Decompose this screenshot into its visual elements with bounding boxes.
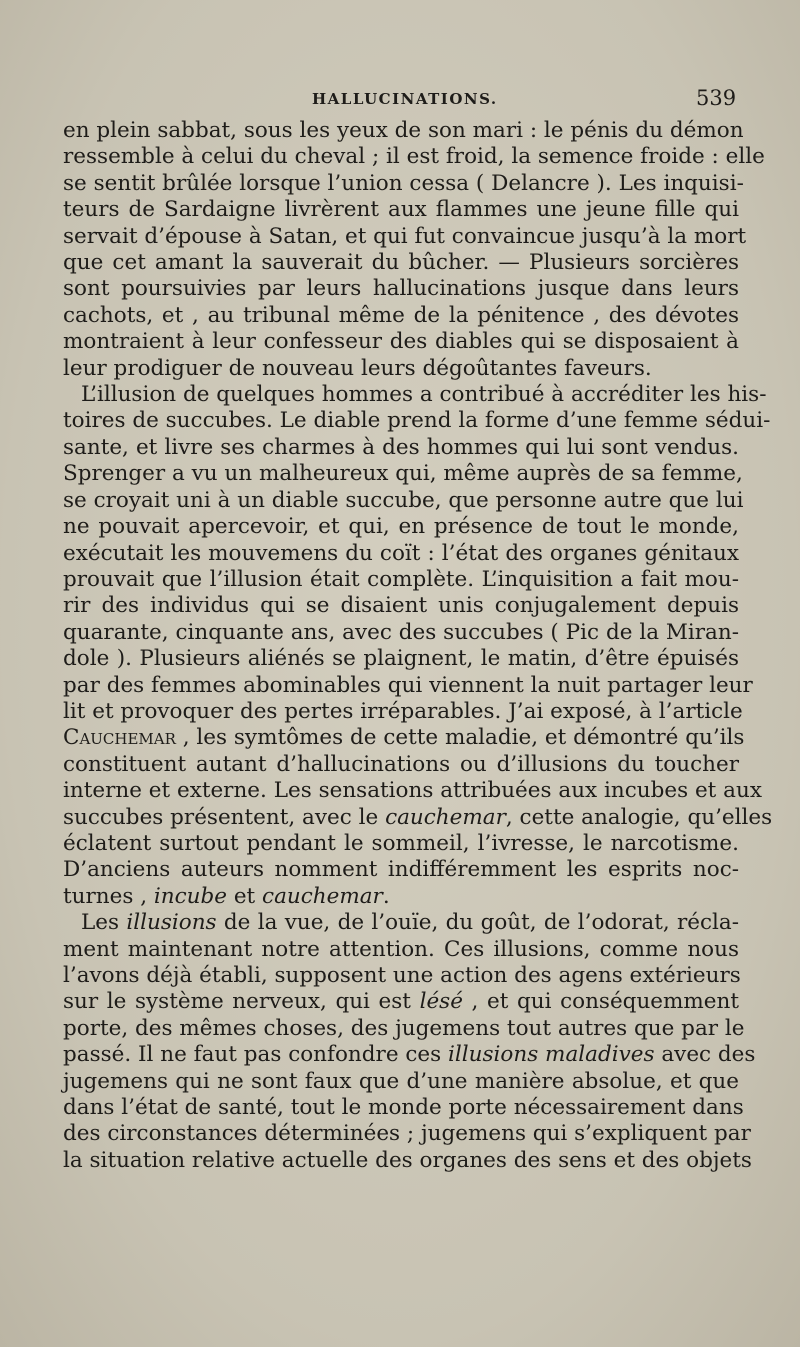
text-line: [63, 698, 743, 725]
text-line: [63, 1042, 756, 1068]
text-run: exécutait les mouvemens du coït : l’état des organes génitaux: [63, 540, 739, 566]
text-line: [63, 1121, 751, 1147]
text-line: [63, 276, 739, 302]
running-head: [0, 84, 800, 114]
text-run: leur prodiguer de nouveau leurs dégoûtantes faveurs.: [63, 355, 652, 381]
text-line: [63, 567, 739, 593]
text-line: [63, 672, 753, 699]
text-run: D’anciens auteurs nomment indifféremment les esprits noc-: [63, 857, 739, 883]
text-line: [63, 356, 739, 382]
paragraph: [63, 910, 756, 1174]
text-line: [63, 250, 739, 276]
text-line: [63, 170, 744, 197]
text-run: L’illusion de quelques hommes a contribué à accréditer les his-: [81, 382, 767, 408]
text-run: éclatent surtout pendant le sommeil, l’ivresse, le narcotisme.: [63, 830, 739, 856]
text-run: l’avons déjà établi, supposent une action des agens extérieurs: [63, 963, 741, 988]
text-line: [63, 1069, 739, 1095]
text-line: [63, 804, 773, 831]
text-line: [63, 461, 743, 487]
text-line: [63, 118, 744, 144]
text-run: , les symtômes de cette maladie, et démontré qu’ils: [175, 725, 745, 751]
text-line: [63, 831, 739, 857]
text-run: porte, des mêmes choses, des jugemens tout autres que par le: [63, 1015, 745, 1041]
text-run: toires de succubes. Le diable prend la forme d’une femme sédui-: [63, 408, 771, 434]
text-line: [63, 514, 739, 540]
text-line: [63, 541, 739, 567]
text-line: [63, 408, 771, 434]
text-line: [63, 144, 765, 170]
text-run: que cet amant la sauverait du bûcher. — Plusieurs sorcières: [63, 250, 739, 276]
text-run: ne pouvait apercevoir, et qui, en présence de tout le monde,: [63, 514, 739, 540]
text-run: sante, et livre ses charmes à des hommes qui lui sont vendus.: [63, 434, 739, 460]
text-run: turnes ,: [63, 883, 154, 909]
text-run: constituent autant d’hallucinations ou d’illusions du toucher: [63, 751, 739, 777]
text-line: [63, 620, 739, 646]
paragraph: [63, 382, 773, 910]
text-run: avec des: [654, 1042, 756, 1068]
text-run: , cette analogie, qu’elles: [505, 804, 773, 830]
text-run: se croyait uni à un diable succube, que personne autre que lui: [63, 487, 744, 513]
text-line: [63, 1015, 745, 1042]
italic-term: illusions maladives: [448, 1042, 655, 1068]
text-line: [63, 963, 739, 989]
text-line: [63, 487, 744, 514]
body-text: [63, 118, 773, 1174]
text-run: servait d’épouse à Satan, et qui fut convaincue jusqu’à la mort: [63, 223, 747, 249]
text-line: [63, 725, 745, 751]
text-line: [63, 884, 739, 910]
text-line: [63, 778, 762, 804]
text-run: cachots, et , au tribunal même de la pénitence , des dévotes: [63, 302, 739, 328]
text-line: [63, 989, 739, 1015]
text-line: [63, 435, 739, 461]
text-run: des circonstances déterminées ; jugemens qui s’expliquent par: [63, 1121, 751, 1147]
text-run: ment maintenant notre attention. Ces illusions, comme nous: [63, 936, 739, 962]
text-run: sur le système nerveux, qui est: [63, 989, 420, 1015]
text-run: sont poursuivies par leurs hallucinations jusque dans leurs: [63, 276, 739, 302]
text-line: [63, 646, 739, 672]
italic-term: lésé: [419, 989, 463, 1015]
text-line: [63, 223, 747, 250]
text-line: [63, 1147, 752, 1174]
text-run: ressemble à celui du cheval ; il est froid, la semence froide : elle: [63, 144, 765, 170]
text-run: teurs de Sardaigne livrèrent aux flammes une jeune fille qui: [63, 197, 739, 223]
paragraph: [63, 118, 765, 382]
text-run: se sentit brûlée lorsque l’union cessa ( Delancre ). Les inquisi-: [63, 170, 744, 196]
text-run: dole ). Plusieurs aliénés se plaignent, le matin, d’être épuisés: [63, 646, 739, 672]
text-line: [63, 329, 739, 355]
text-run: Les: [81, 910, 127, 936]
text-run: de la vue, de l’ouïe, du goût, de l’odorat, récla-: [216, 910, 739, 936]
text-run: Sprenger a vu un malheureux qui, même auprès de sa femme,: [63, 461, 743, 487]
text-run: , et qui conséquemment: [462, 989, 740, 1015]
text-run: quarante, cinquante ans, avec des succubes ( Pic de la Miran-: [63, 619, 739, 645]
small-caps-term: Cauchemar: [63, 725, 176, 751]
text-line: [63, 910, 739, 936]
text-run: en plein sabbat, sous les yeux de son mari : le pénis du démon: [63, 118, 744, 143]
italic-term: cauchemar: [385, 804, 506, 830]
text-line: [63, 197, 739, 223]
text-run: passé. Il ne faut pas confondre ces: [63, 1042, 449, 1068]
text-run: rir des individus qui se disaient unis conjugalement depuis: [63, 593, 739, 619]
text-run: et: [226, 883, 263, 909]
text-line: [63, 752, 739, 778]
text-run: dans l’état de santé, tout le monde porte nécessairement dans: [63, 1095, 744, 1121]
text-run: succubes présentent, avec le: [63, 804, 386, 830]
italic-term: incube: [153, 883, 227, 909]
text-line: [63, 382, 767, 408]
text-run: la situation relative actuelle des organes des sens et des objets: [63, 1147, 752, 1173]
chapter-title: HALLUCINATIONS.: [312, 90, 498, 108]
text-line: [63, 1095, 744, 1121]
text-line: [63, 303, 739, 329]
text-line: [63, 857, 739, 883]
text-run: par des femmes abominables qui viennent la nuit partager leur: [63, 672, 753, 698]
text-line: [63, 593, 739, 619]
text-line: [63, 937, 739, 963]
italic-term: illusions: [126, 910, 217, 936]
page-number: 539: [696, 86, 737, 110]
italic-term: cauchemar: [262, 883, 383, 909]
text-run: interne et externe. Les sensations attribuées aux incubes et aux: [63, 778, 762, 804]
text-run: jugemens qui ne sont faux que d’une manière absolue, et que: [63, 1068, 739, 1094]
text-run: .: [382, 883, 390, 909]
text-run: montraient à leur confesseur des diables qui se disposaient à: [63, 329, 739, 355]
text-run: prouvait que l’illusion était complète. L’inquisition a fait mou-: [63, 566, 739, 592]
text-run: lit et provoquer des pertes irréparables. J’ai exposé, à l’article: [63, 698, 743, 724]
